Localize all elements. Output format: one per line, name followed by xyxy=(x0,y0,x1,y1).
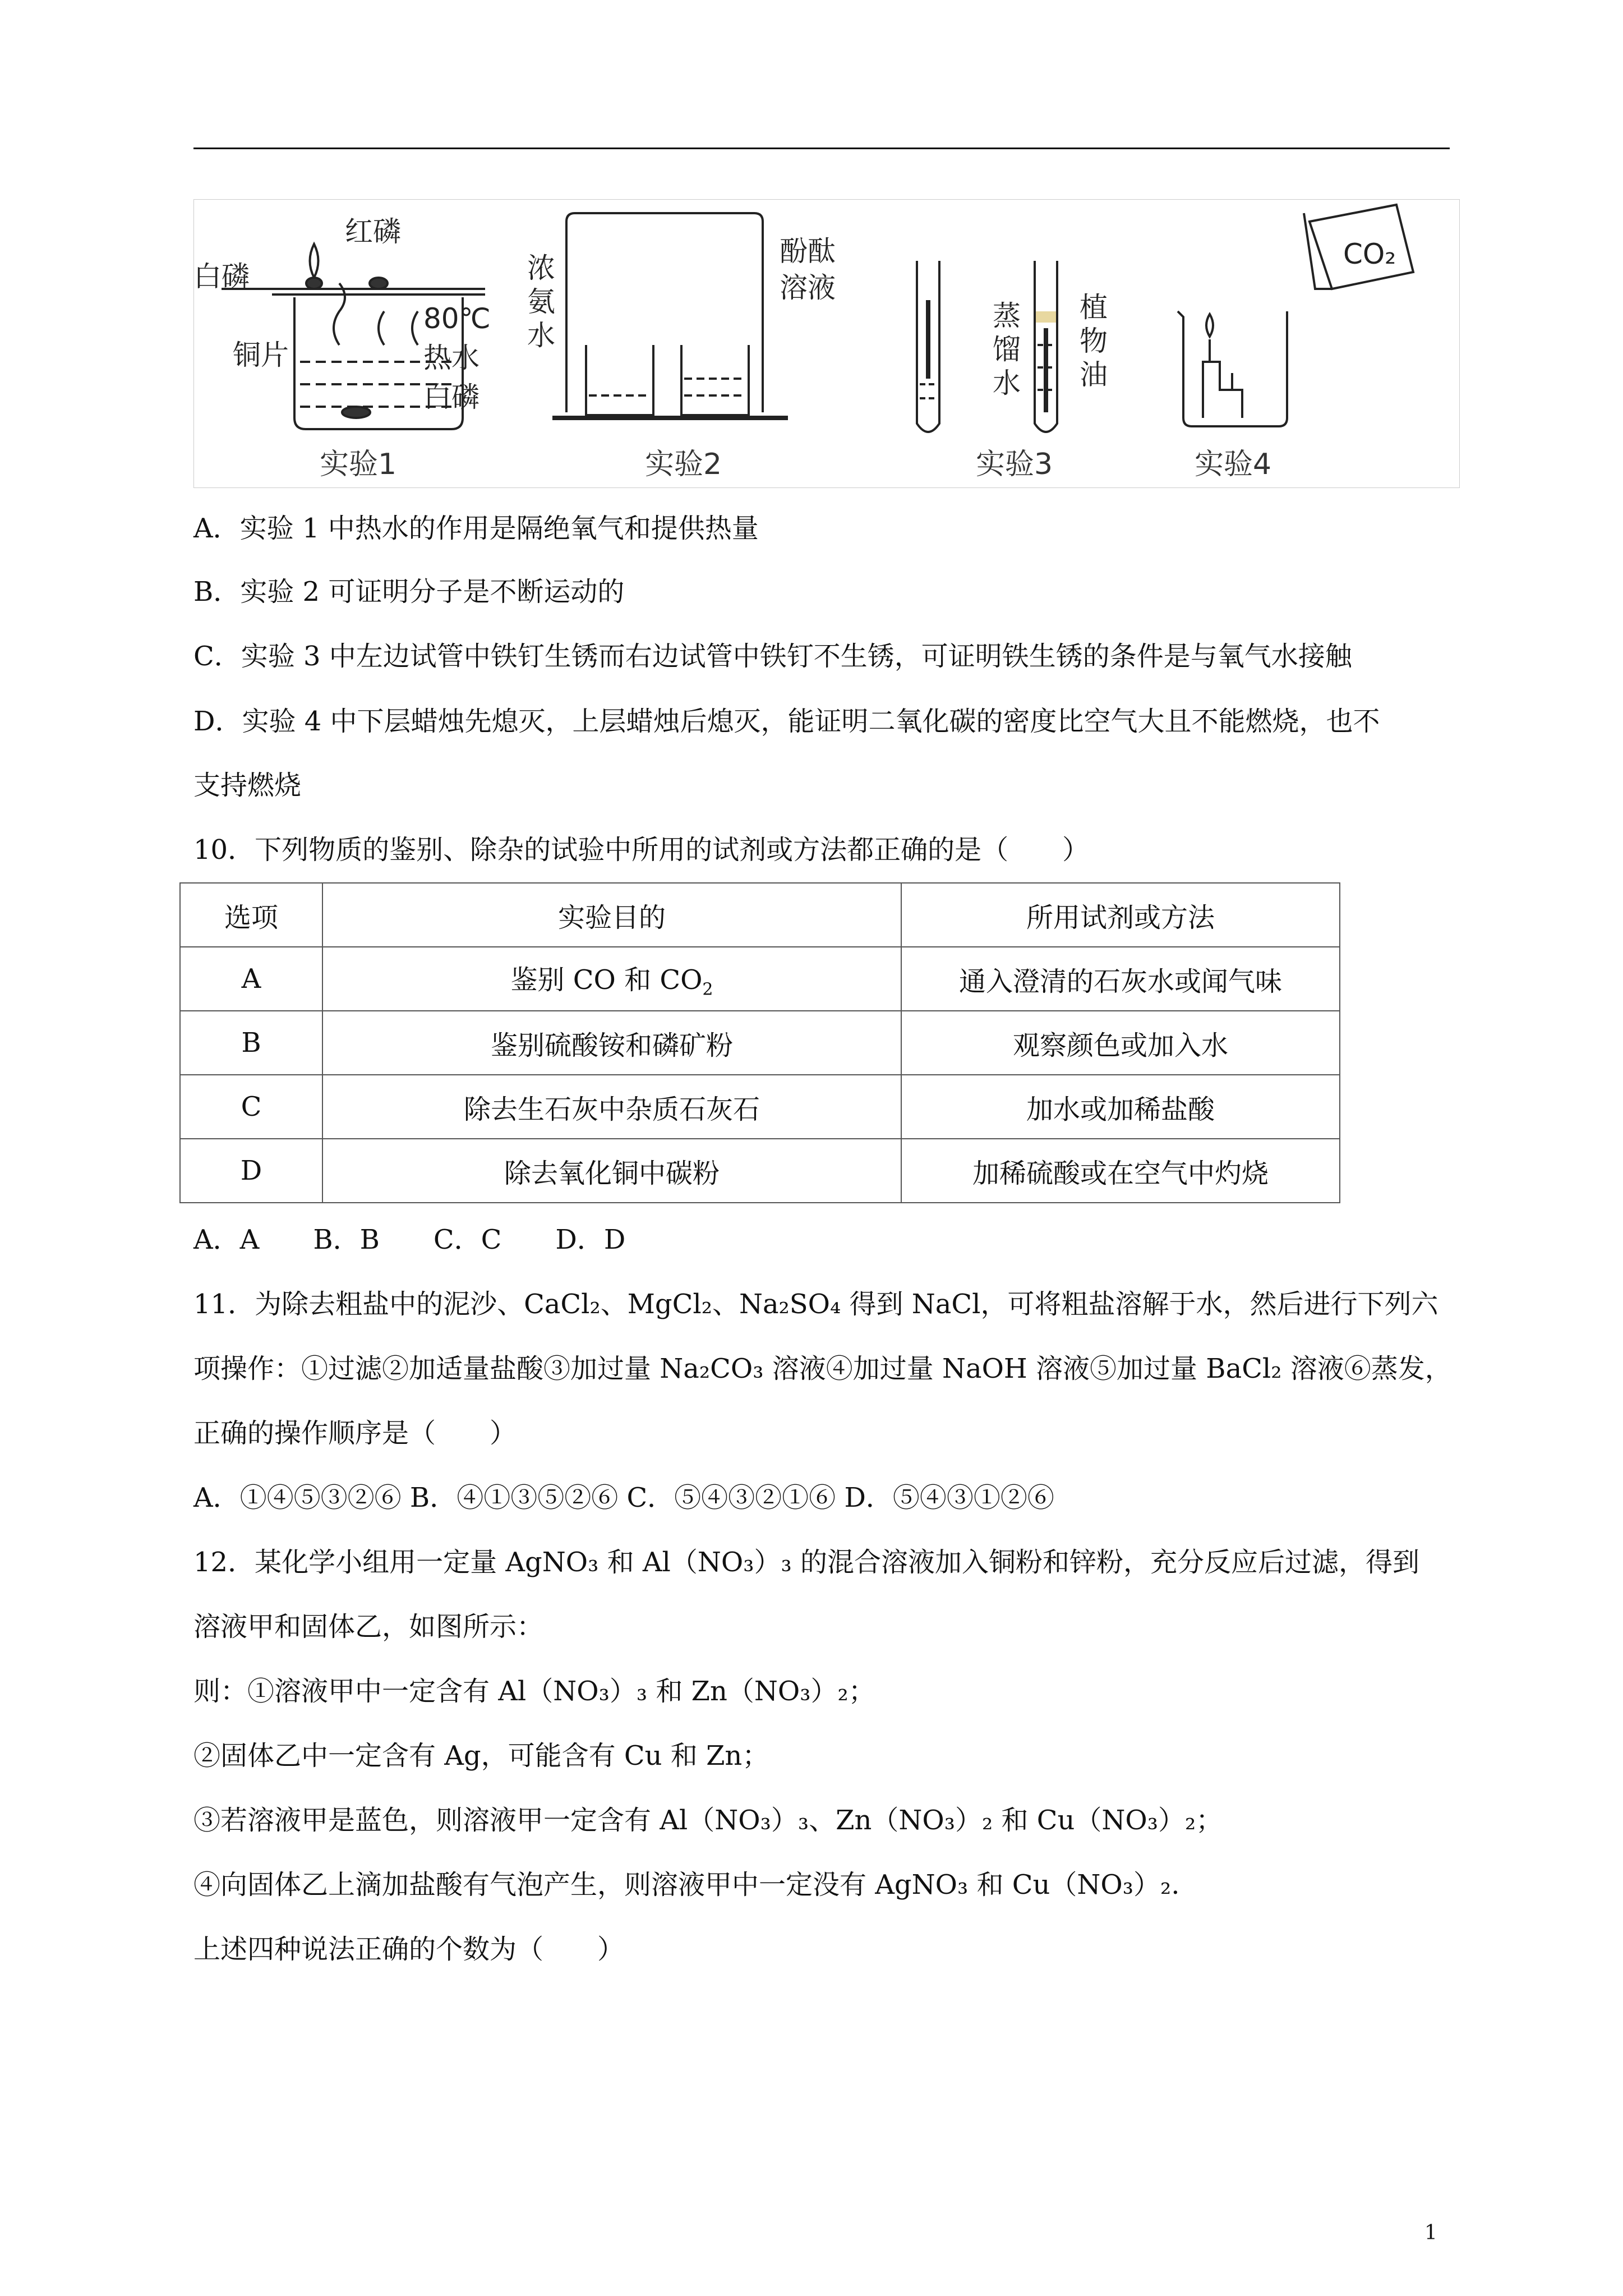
label-distilled-water-1: 蒸 xyxy=(993,300,1021,332)
caption-experiment-1: 实验1 xyxy=(320,448,397,481)
q10-stem: 10．下列物质的鉴别、除杂的试验中所用的试剂或方法都正确的是（ ） xyxy=(193,834,1090,866)
q10-answers: A．A B．B C．C D．D xyxy=(193,1224,626,1255)
table-header-row xyxy=(180,883,1340,947)
label-vegetable-oil-3: 油 xyxy=(1080,358,1108,391)
experiment-figure xyxy=(193,199,1460,488)
page-number: 1 xyxy=(1424,2221,1437,2244)
label-white-phosphorus-top: 白磷 xyxy=(193,260,250,293)
row-option: A xyxy=(180,947,322,1011)
table-row xyxy=(180,947,1340,1011)
row-goal: 除去生石灰中杂质石灰石 xyxy=(322,1075,901,1139)
q11-line3: 正确的操作顺序是（ ） xyxy=(193,1418,517,1449)
label-ammonia-1: 浓 xyxy=(527,252,555,284)
row-goal: 除去氧化铜中碳粉 xyxy=(322,1139,901,1203)
label-white-phosphorus-bottom: 白磷 xyxy=(423,381,479,413)
q9-option-d-line2: 支持燃烧 xyxy=(193,770,302,801)
label-hot-water: 热水 xyxy=(423,342,479,374)
table-header-method: 所用试剂或方法 xyxy=(901,883,1340,947)
label-vegetable-oil-2: 物 xyxy=(1080,325,1108,357)
label-co2: CO₂ xyxy=(1343,238,1396,270)
table-header-goal: 实验目的 xyxy=(322,883,901,947)
row-goal: 鉴别硫酸铵和磷矿粉 xyxy=(322,1011,901,1075)
table-row xyxy=(180,1075,1340,1139)
label-phenolphthalein-1: 酚酞 xyxy=(780,235,836,268)
table-row xyxy=(180,1139,1340,1203)
row-option: C xyxy=(180,1075,322,1139)
row-option: B xyxy=(180,1011,322,1075)
row-goal: 鉴别 CO 和 $CO_2$ xyxy=(322,947,901,1011)
label-distilled-water-2: 馏 xyxy=(993,333,1021,366)
q12-line2: 溶液甲和固体乙，如图所示： xyxy=(193,1611,544,1642)
q12-statement-1: 则：①溶液甲中一定含有 Al（NO₃）₃ 和 Zn（NO₃）₂； xyxy=(193,1676,875,1707)
row-method: 加水或加稀盐酸 xyxy=(901,1075,1340,1139)
label-temperature: 80℃ xyxy=(423,302,491,335)
caption-experiment-2: 实验2 xyxy=(645,448,722,481)
label-phenolphthalein-2: 溶液 xyxy=(780,272,836,304)
row-method: 加稀硫酸或在空气中灼烧 xyxy=(901,1139,1340,1203)
q10-options-table xyxy=(179,882,1340,1203)
label-ammonia-2: 氨 xyxy=(527,286,555,318)
caption-experiment-3: 实验3 xyxy=(976,448,1053,481)
header-rule xyxy=(193,148,1450,149)
q12-statement-4: ④向固体乙上滴加盐酸有气泡产生，则溶液甲中一定没有 AgNO₃ 和 Cu（NO₃）₂. xyxy=(193,1869,1180,1901)
table-row xyxy=(180,1011,1340,1075)
label-copper-sheet: 铜片 xyxy=(233,339,289,371)
q11-line1: 11．为除去粗盐中的泥沙、CaCl₂、MgCl₂、Na₂SO₄ 得到 NaCl，可将粗盐溶解于水，然后进行下列六 xyxy=(193,1289,1438,1320)
label-ammonia-3: 水 xyxy=(527,319,555,352)
q12-line1: 12．某化学小组用一定量 AgNO₃ 和 Al（NO₃）₃ 的混合溶液加入铜粉和锌粉，充分反应后过滤，得到 xyxy=(193,1547,1419,1578)
label-distilled-water-3: 水 xyxy=(993,367,1021,399)
label-red-phosphorus: 红磷 xyxy=(345,215,401,248)
q12-statement-3: ③若溶液甲是蓝色，则溶液甲一定含有 Al（NO₃）₃、Zn（NO₃）₂ 和 Cu（NO₃）₂； xyxy=(193,1805,1223,1836)
q9-option-a: A．实验 1 中热水的作用是隔绝氧气和提供热量 xyxy=(193,513,759,544)
q9-option-b: B．实验 2 可证明分子是不断运动的 xyxy=(193,576,625,608)
q11-line2: 项操作：①过滤②加适量盐酸③加过量 Na₂CO₃ 溶液④加过量 NaOH 溶液⑤加过量 BaCl₂ 溶液⑥蒸发， xyxy=(193,1353,1452,1384)
q12-question-end: 上述四种说法正确的个数为（ ） xyxy=(193,1934,625,1965)
experiment-diagram xyxy=(193,199,1460,488)
caption-experiment-4: 实验4 xyxy=(1195,448,1272,481)
label-vegetable-oil-1: 植 xyxy=(1080,291,1108,324)
row-option: D xyxy=(180,1139,322,1203)
q9-option-d-line1: D．实验 4 中下层蜡烛先熄灭，上层蜡烛后熄灭，能证明二氧化碳的密度比空气大且不能燃烧，也不 xyxy=(193,706,1380,737)
q11-answers: A．①④⑤③②⑥ B．④①③⑤②⑥ C．⑤④③②①⑥ D．⑤④③①②⑥ xyxy=(193,1482,1054,1513)
table-header-option: 选项 xyxy=(180,883,322,947)
row-method: 通入澄清的石灰水或闻气味 xyxy=(901,947,1340,1011)
q9-option-c: C．实验 3 中左边试管中铁钉生锈而右边试管中铁钉不生锈，可证明铁生锈的条件是与氧气水接触 xyxy=(193,641,1352,672)
q12-statement-2: ②固体乙中一定含有 Ag，可能含有 Cu 和 Zn； xyxy=(193,1740,769,1772)
row-method: 观察颜色或加入水 xyxy=(901,1011,1340,1075)
